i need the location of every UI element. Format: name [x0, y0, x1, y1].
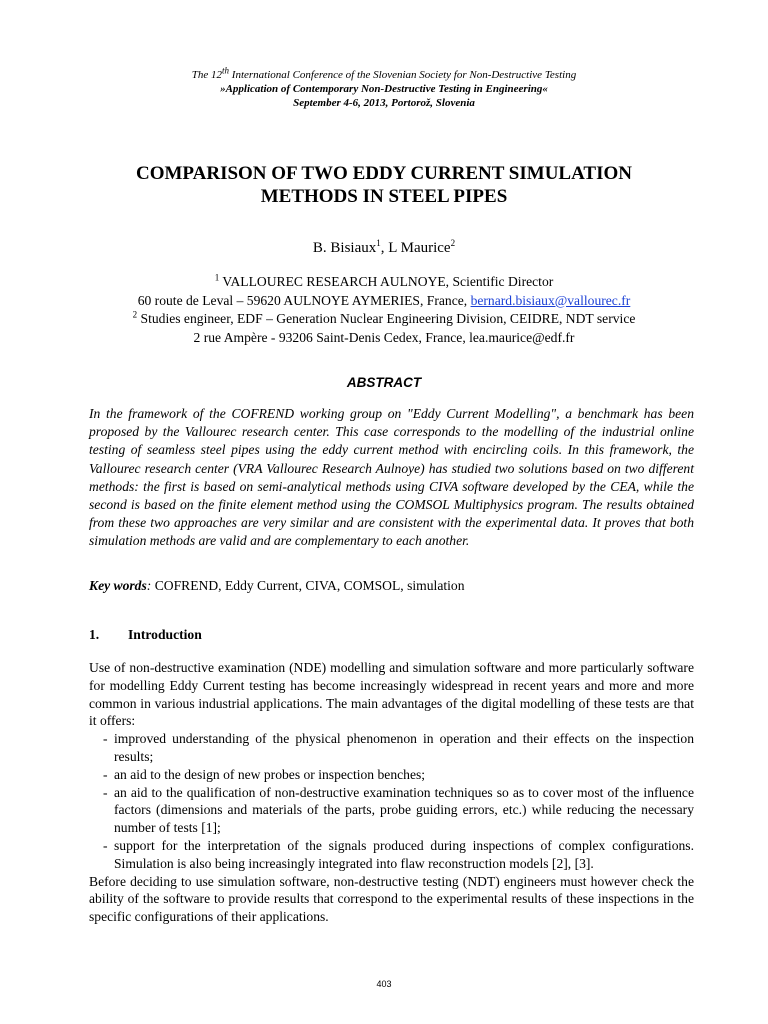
affiliation-1-name: VALLOUREC RESEARCH AULNOYE, Scientific Director: [219, 274, 554, 289]
affiliation-1-address: 60 route de Leval – 59620 AULNOYE AYMERIES, France,: [137, 292, 471, 308]
author-1-affiliation-mark: 1: [376, 238, 381, 248]
conference-header: [0, 65, 768, 110]
paper-title: [0, 162, 768, 208]
list-item: - an aid to the qualification of non-destructive examination techniques so as to cover most of the influence factors (dimensions and materials of the parts, probe guiding errors, etc.) while reducing the necessary number of tests [1];: [114, 784, 694, 837]
conference-ordinal: The 12: [191, 69, 223, 81]
intro-paragraph-1: Use of non-destructive examination (NDE) modelling and simulation software and more particularly software for modelling Eddy Current testing has become increasingly widespread in recent years and more and more common in various industrial applications. The main advantages of the digital modelling of these tests are that it offers:: [89, 660, 694, 729]
conference-line-1: [0, 65, 768, 82]
author-1: B. Bisiaux: [312, 240, 377, 256]
affiliation-2-mark: 2: [132, 309, 138, 320]
affiliations: [0, 273, 768, 347]
author-2: L Maurice: [388, 240, 451, 256]
section-title: Introduction: [128, 627, 202, 642]
affiliation-1-mark: 1: [214, 272, 220, 283]
keywords: [89, 577, 694, 595]
affiliation-1-line-1: [0, 273, 768, 292]
conference-line-2: »Application of Contemporary Non-Destructive Testing in Engineering«: [220, 83, 548, 95]
keywords-value: COFREND, Eddy Current, CIVA, COMSOL, simulation: [154, 578, 465, 593]
abstract-text: In the framework of the COFREND working group on "Eddy Current Modelling", a benchmark has been proposed by the Vallourec research center. This case corresponds to the modelling of the industrial online testing of seamless steel pipes using the eddy current method with encircling coils. In this framework, the Vallourec research center (VRA Vallourec Research Aulnoye) has studied two solutions based on two different methods: the first is based on semi-analytical methods using CIVA software developed by the CEA, while the second is based on the finite element method using the COMSOL Multiphysics program. The results obtained from these two approaches are very similar and are consistent with the experimental data. It proves that both simulation methods are valid and are complementary to each another.: [89, 406, 694, 549]
affiliation-2-name: Studies engineer, EDF – Generation Nuclear Engineering Division, CEIDRE, NDT service: [137, 311, 636, 326]
abstract-heading: ABSTRACT: [346, 375, 422, 390]
section-number: 1.: [89, 627, 100, 642]
intro-paragraph-2: Before deciding to use simulation software, non-destructive testing (NDT) engineers must however check the ability of the software to provide results that correspond to the experimental results of these inspections in the specific configurations of their applications.: [89, 873, 694, 925]
title-line-2: METHODS IN STEEL PIPES: [260, 186, 508, 207]
author-separator: ,: [380, 240, 389, 256]
affiliation-2-line-1: [0, 310, 768, 329]
affiliation-2-line-2: 2 rue Ampère - 93206 Saint-Denis Cedex, France, lea.maurice@edf.fr: [193, 329, 575, 345]
title-line-1: COMPARISON OF TWO EDDY CURRENT SIMULATION: [136, 163, 632, 184]
list-item: - support for the interpretation of the signals produced during inspections of complex configurations. Simulation is also being increasingly integrated into flaw reconstruction models [2], [3].: [114, 837, 694, 873]
section-heading-introduction: [89, 627, 202, 643]
page-number: 403: [376, 979, 392, 989]
affiliation-1-email-link[interactable]: bernard.bisiaux@vallourec.fr: [470, 292, 631, 308]
author-list: [0, 239, 768, 257]
author-2-affiliation-mark: 2: [450, 238, 456, 248]
introduction-body: [89, 659, 694, 926]
keywords-colon: :: [146, 578, 155, 593]
conference-name: International Conference of the Slovenian Society for Non-Destructive Testing: [229, 69, 577, 81]
conference-ordinal-suffix: th: [222, 65, 230, 76]
list-item: - improved understanding of the physical phenomenon in operation and their effects on the inspection results;: [114, 730, 694, 766]
affiliation-1-line-2: [0, 292, 768, 311]
keywords-label: Key words: [89, 578, 147, 593]
advantages-list: [89, 730, 694, 872]
conference-line-3: September 4-6, 2013, Portorož, Slovenia: [293, 97, 475, 109]
list-item: - an aid to the design of new probes or inspection benches;: [114, 766, 694, 784]
